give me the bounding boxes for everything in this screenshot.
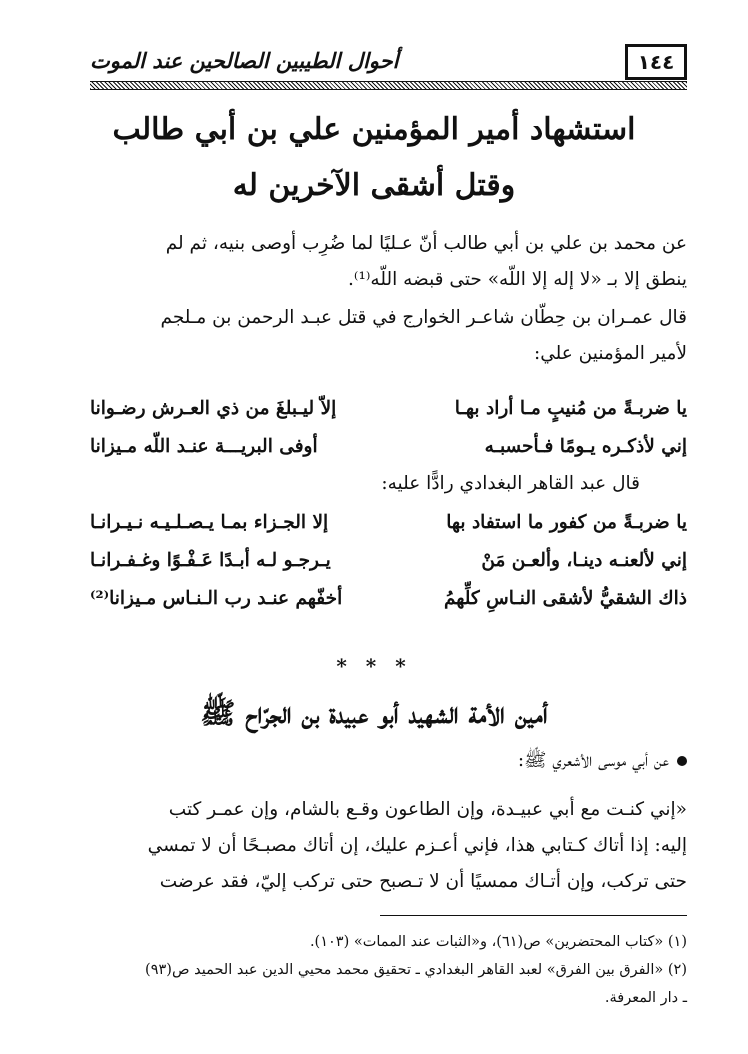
footnote-rule: [380, 915, 687, 916]
narrator-line: [90, 750, 687, 776]
paragraph-1-line1: عن محمد بن علي بن أبي طالب أنّ عـليًا لما ضُرِب أوصى بنيه، ثم لم: [165, 233, 687, 254]
verse-hemistich-first: إني لأذكـره يـومًا فـأحسبـه: [484, 436, 687, 457]
paragraph-3-line2: إليه: إذا أتاك كـتابي هذا، فإني أعـزم عليك، إن أتاك مصبـحًا أن لا تمسي: [147, 835, 687, 856]
footnote-1: (١) «كتاب المحتضرين» ص(٦١)، و«الثبات عند الممات» (١٠٣).: [309, 934, 687, 950]
verse-hemistich-first: إني لألعنـه دينـا، وألعـن مَنْ: [481, 550, 687, 571]
paragraph-2-line1: قال عمـران بن حِطّان شاعـر الخوارج في قتل عبـد الرحمن بن مـلجم: [160, 307, 687, 328]
verse-hemistich-second: أخفّهم عنـد رب الـنـاس مـيزانا⁽²⁾: [90, 588, 343, 609]
verse-hemistich-second: إلاّ ليـبلغَ من ذي العـرش رضـوانا: [90, 398, 337, 419]
paragraph-1: [90, 226, 687, 298]
section2-title: أمين الأمة الشهيد أبو عبيدة بن الجرّاح ﷺ: [200, 696, 548, 730]
footnotes: [90, 928, 687, 1012]
narrator-text: عن أبي موسى الأشعري ﷺ:: [517, 750, 669, 771]
verse-5: [90, 588, 687, 624]
section-separator: * * *: [336, 654, 412, 678]
paragraph-2: [90, 300, 687, 372]
verse-4: [90, 550, 687, 586]
page-header: [90, 38, 687, 90]
section-title-line1: استشهاد أمير المؤمنين علي بن أبي طالب: [112, 112, 636, 147]
verse-hemistich-first: ذاك الشقيُّ لأشقى النـاسِ كلِّهمُ: [443, 588, 687, 609]
section-title-line2: وقتل أشقى الآخرين له: [232, 168, 516, 203]
paragraph-1-line2: ينطق إلا بـ «لا إله إلا اللّه» حتى قبضه اللّه⁽¹⁾.: [348, 269, 687, 290]
bullet-icon: [677, 756, 687, 766]
header-rule: [90, 81, 687, 90]
paragraph-3: [90, 792, 687, 900]
verse-hemistich-second: أوفى البريـــة عنـد اللّه مـيزانا: [90, 436, 318, 457]
verse-hemistich-second: إلا الجـزاء بمـا يـصـلـيـه نـيـرانـا: [90, 512, 329, 533]
verse-3: [90, 512, 687, 548]
verse-hemistich-second: يـرجـو لـه أبـدًا عَـفْـوًا وغـفـرانـا: [90, 550, 331, 571]
reply-intro: قال عبد القاهر البغدادي رادًّا عليه:: [381, 473, 640, 494]
page-number: ١٤٤: [625, 44, 687, 80]
verse-1: [90, 398, 687, 434]
footnote-2: (٢) «الفرق بين الفرق» لعبد القاهر البغدادي ـ تحقيق محمد محيي الدين عبد الحميد ص(٩٣): [145, 962, 687, 978]
paragraph-3-line1: «إني كنـت مع أبي عبيـدة، وإن الطاعون وقـع بالشام، وإن عمـر كتب: [168, 799, 687, 820]
running-title: أحوال الطيبين الصالحين عند الموت: [90, 48, 399, 73]
footnote-2-continued: ـ دار المعرفة.: [604, 990, 687, 1006]
paragraph-2-line2: لأمير المؤمنين علي:: [533, 343, 687, 364]
verse-hemistich-first: يا ضربـةً من مُنيبٍ مـا أراد بهـا: [454, 398, 687, 419]
paragraph-3-line3: حتى تركب، وإن أتـاك ممسيًا أن لا تـصبح حتى تركب إليّ، فقد عرضت: [159, 871, 687, 892]
verse-hemistich-first: يا ضربـةً من كفور ما استفاد بها: [446, 512, 687, 533]
